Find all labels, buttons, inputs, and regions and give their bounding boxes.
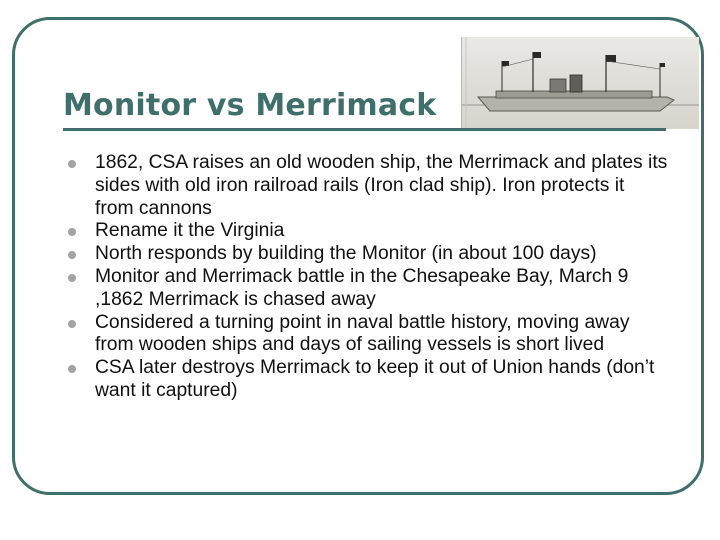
bullet-text: North responds by building the Monitor (in about 100 days) [95, 243, 597, 265]
bullet-dot-icon [68, 274, 76, 282]
bullet-text: Considered a turning point in naval battle history, moving away from wooden ships and days of sailing vessels is short lived [95, 311, 630, 356]
bullet-item [68, 266, 668, 312]
ship-drawing [462, 37, 699, 129]
bullet-item [68, 220, 668, 243]
bullet-item [68, 312, 668, 358]
bullet-text: Monitor and Merrimack battle in the Chesapeake Bay, March 9 ,1862 Merrimack is chased away [95, 265, 629, 310]
bullet-dot-icon [68, 365, 76, 373]
bullet-dot-icon [68, 320, 76, 328]
bullet-item [68, 243, 668, 266]
title-underline [63, 128, 666, 131]
bullet-dot-icon [68, 251, 76, 259]
bullet-text: CSA later destroys Merrimack to keep it out of Union hands (don’t want it captured) [95, 357, 655, 401]
bullet-text: 1862, CSA raises an old wooden ship, the Merrimack and plates its sides with old iron railroad rails (Iron clad ship). Iron protects it from cannons [95, 152, 668, 219]
bullet-item [68, 152, 668, 220]
bullet-text: Rename it the Virginia [95, 220, 285, 242]
bullet-item [68, 357, 668, 403]
slide-title: Monitor vs Merrimack [63, 88, 437, 123]
ship-sketch-image [461, 37, 699, 129]
bullet-dot-icon [68, 228, 76, 236]
bullet-dot-icon [68, 160, 76, 168]
bullet-list [68, 152, 668, 403]
